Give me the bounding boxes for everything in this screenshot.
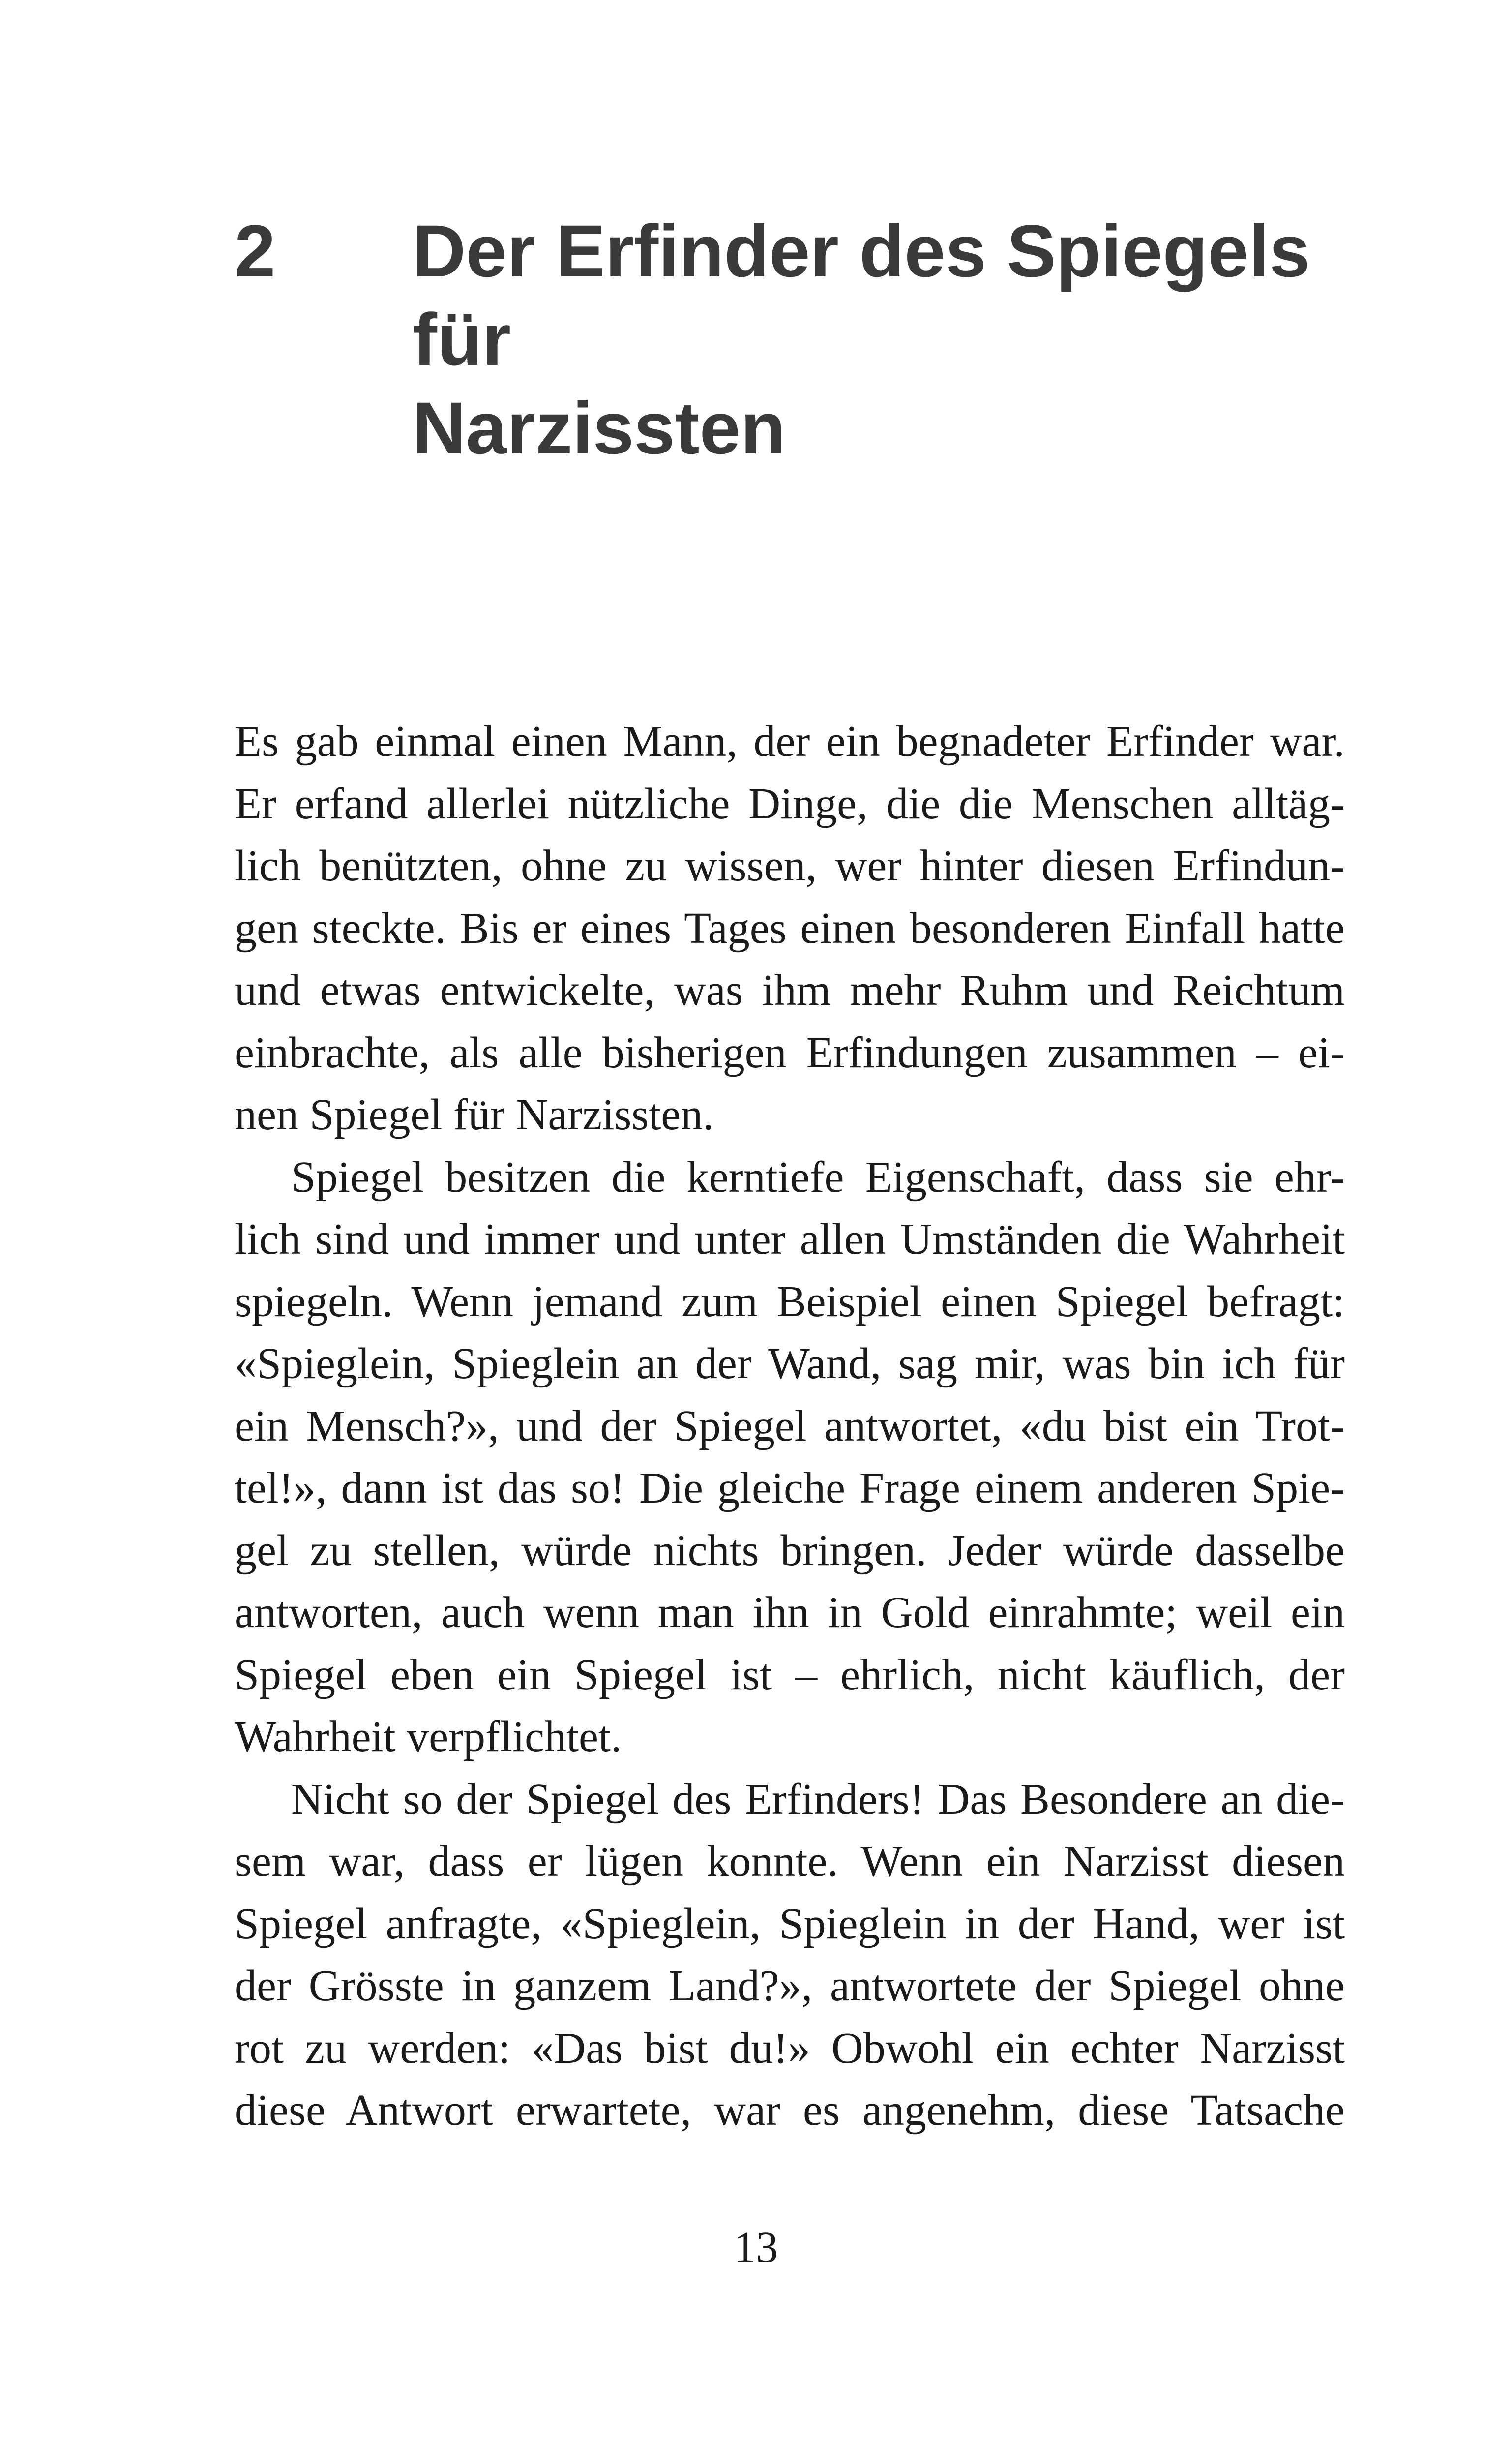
text-line: antworten, auch wenn man ihn in Gold einrahmte; weil ein bbox=[235, 1588, 1345, 1637]
text-line: gel zu stellen, würde nichts bringen. Jeder würde dasselbe bbox=[235, 1526, 1345, 1575]
text-line: ein Mensch?», und der Spiegel antwortet, «du bist ein Trot- bbox=[235, 1401, 1345, 1450]
page-number: 13 bbox=[734, 2223, 778, 2272]
text-line: Nicht so der Spiegel des Erfinders! Das Besondere an die- bbox=[291, 1775, 1345, 1824]
text-line: lich sind und immer und unter allen Umständen die Wahrheit bbox=[235, 1215, 1345, 1264]
text-line: Spiegel besitzen die kerntiefe Eigenschaft, dass sie ehr- bbox=[291, 1152, 1345, 1202]
text-line: Spiegel eben ein Spiegel ist – ehrlich, nicht käuflich, der bbox=[235, 1650, 1345, 1699]
paragraph-2 bbox=[235, 1146, 1345, 1769]
text-line: spiegeln. Wenn jemand zum Beispiel einen Spiegel befragt: bbox=[235, 1277, 1345, 1326]
text-line: und etwas entwickelte, was ihm mehr Ruhm und Reichtum bbox=[235, 966, 1345, 1015]
text-line: sem war, dass er lügen konnte. Wenn ein Narzisst diesen bbox=[235, 1837, 1345, 1886]
text-line: Es gab einmal einen Mann, der ein begnadeter Erfinder war. bbox=[235, 717, 1345, 766]
chapter-title bbox=[413, 207, 1347, 472]
text-line: gen steckte. Bis er eines Tages einen besonderen Einfall hatte bbox=[235, 904, 1345, 953]
text-line: Spiegel anfragte, «Spieglein, Spieglein in der Hand, wer ist bbox=[235, 1899, 1345, 1948]
text-line: diese Antwort erwartete, war es angenehm, diese Tatsache bbox=[235, 2086, 1345, 2135]
chapter-title-line: Narzissten bbox=[413, 387, 786, 469]
text-line: «Spieglein, Spieglein an der Wand, sag mir, was bin ich für bbox=[235, 1339, 1345, 1388]
paragraph-1 bbox=[235, 711, 1345, 1146]
text-line: der Grösste in ganzem Land?», antwortete der Spiegel ohne bbox=[235, 1961, 1345, 2010]
text-line: Wahrheit verpflichtet. bbox=[235, 1713, 622, 1761]
text-line: nen Spiegel für Narzissten. bbox=[235, 1090, 714, 1139]
chapter-number: 2 bbox=[235, 210, 276, 292]
text-line: tel!», dann ist das so! Die gleiche Frage einem anderen Spie- bbox=[235, 1464, 1345, 1512]
text-line: einbrachte, als alle bisherigen Erfindungen zusammen – ei- bbox=[235, 1028, 1345, 1077]
text-line: rot zu werden: «Das bist du!» Obwohl ein echter Narzisst bbox=[235, 2023, 1345, 2073]
chapter-title-line: Der Erfinder des Spiegels für bbox=[413, 210, 1310, 381]
body-text bbox=[235, 711, 1345, 2142]
text-line: lich benützten, ohne zu wissen, wer hinter diesen Erfindun- bbox=[235, 842, 1345, 890]
text-line: Er erfand allerlei nützliche Dinge, die die Menschen alltäg- bbox=[235, 779, 1345, 828]
paragraph-3 bbox=[235, 1769, 1345, 2142]
